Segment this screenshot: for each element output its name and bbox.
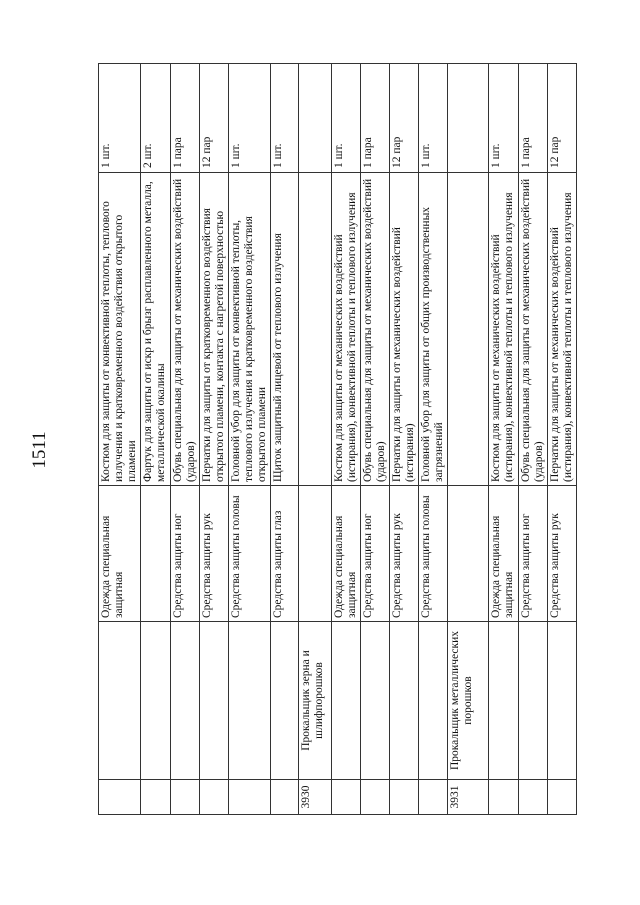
cell-number xyxy=(390,780,419,815)
cell-item: Обувь специальная для защиты от механических воздействий (ударов) xyxy=(519,173,548,486)
table-row xyxy=(200,64,229,815)
cell-category: Средства защиты рук xyxy=(548,486,577,622)
cell-profession xyxy=(171,622,200,780)
cell-profession: Прокальщик металлических порошков xyxy=(448,622,489,780)
cell-profession xyxy=(200,622,229,780)
cell-number xyxy=(99,780,141,815)
cell-category: Средства защиты ног xyxy=(171,486,200,622)
cell-profession xyxy=(489,622,519,780)
table-row xyxy=(229,64,271,815)
cell-number xyxy=(419,780,448,815)
cell-quantity: 1 пара xyxy=(361,64,390,173)
cell-quantity: 1 пара xyxy=(519,64,548,173)
table-row xyxy=(390,64,419,815)
cell-item: Обувь специальная для защиты от механических воздействий (ударов) xyxy=(361,173,390,486)
table-row xyxy=(361,64,390,815)
cell-profession xyxy=(229,622,271,780)
cell-profession xyxy=(390,622,419,780)
cell-item: Костюм для защиты от механических воздействий (истирания), конвективной теплоты и теплового излучения xyxy=(332,173,361,486)
cell-item: Костюм для защиты от конвективной теплоты, теплового излучения и кратковременного воздействия открытого пламени xyxy=(99,173,141,486)
cell-category: Одежда специальная защитная xyxy=(332,486,361,622)
cell-category: Средства защиты головы xyxy=(419,486,448,622)
cell-category: Средства защиты рук xyxy=(390,486,419,622)
table-row xyxy=(99,64,141,815)
cell-number xyxy=(171,780,200,815)
cell-category: Средства защиты ног xyxy=(519,486,548,622)
ppe-norms-table xyxy=(98,63,577,815)
cell-number xyxy=(200,780,229,815)
cell-item: Перчатки для защиты от механических воздействий (истирания) xyxy=(390,173,419,486)
cell-profession xyxy=(99,622,141,780)
table-row xyxy=(489,64,519,815)
cell-category: Средства защиты головы xyxy=(229,486,271,622)
cell-profession xyxy=(361,622,390,780)
cell-quantity: 12 пар xyxy=(548,64,577,173)
cell-profession: Прокальщик зерна и шлифпорошков xyxy=(299,622,332,780)
cell-profession xyxy=(519,622,548,780)
cell-item: Перчатки для защиты от кратковременного воздействия открытого пламени, контакта с нагретой поверхностью xyxy=(200,173,229,486)
table-row xyxy=(548,64,577,815)
cell-quantity: 1 шт. xyxy=(271,64,299,173)
cell-profession xyxy=(419,622,448,780)
cell-profession xyxy=(548,622,577,780)
cell-quantity: 1 шт. xyxy=(229,64,271,173)
cell-number: 3931 xyxy=(448,780,489,815)
cell-category xyxy=(448,486,489,622)
cell-number xyxy=(332,780,361,815)
cell-quantity: 12 пар xyxy=(390,64,419,173)
cell-number: 3930 xyxy=(299,780,332,815)
cell-profession xyxy=(271,622,299,780)
cell-category: Средства защиты рук xyxy=(200,486,229,622)
cell-profession xyxy=(332,622,361,780)
table-row xyxy=(171,64,200,815)
cell-quantity xyxy=(299,64,332,173)
table-row xyxy=(271,64,299,815)
cell-number xyxy=(489,780,519,815)
cell-number xyxy=(229,780,271,815)
cell-category xyxy=(141,486,171,622)
cell-category: Средства защиты ног xyxy=(361,486,390,622)
cell-number xyxy=(361,780,390,815)
table-row xyxy=(332,64,361,815)
cell-category xyxy=(299,486,332,622)
cell-item: Перчатки для защиты от механических воздействий (истирания), конвективной теплоты и теплового излучения xyxy=(548,173,577,486)
ppe-table-container xyxy=(98,64,574,815)
cell-number xyxy=(548,780,577,815)
cell-item: Головной убор для защиты от конвективной теплоты, теплового излучения и кратковременного воздействия открытого пламени xyxy=(229,173,271,486)
cell-quantity: 1 шт. xyxy=(489,64,519,173)
cell-quantity: 1 пара xyxy=(171,64,200,173)
cell-number xyxy=(519,780,548,815)
cell-number xyxy=(271,780,299,815)
cell-item: Обувь специальная для защиты от механических воздействий (ударов) xyxy=(171,173,200,486)
cell-item xyxy=(448,173,489,486)
cell-item: Фартук для защиты от искр и брызг расплавленного металла, металлической окалины xyxy=(141,173,171,486)
cell-item: Щиток защитный лицевой от теплового излучения xyxy=(271,173,299,486)
cell-quantity: 1 шт. xyxy=(332,64,361,173)
cell-item: Головной убор для защиты от общих производственных загрязнений xyxy=(419,173,448,486)
cell-number xyxy=(141,780,171,815)
cell-category: Одежда специальная защитная xyxy=(489,486,519,622)
cell-quantity: 2 шт. xyxy=(141,64,171,173)
table-row xyxy=(519,64,548,815)
table-row xyxy=(419,64,448,815)
cell-profession xyxy=(141,622,171,780)
cell-category: Средства защиты глаз xyxy=(271,486,299,622)
page-number: 1511 xyxy=(29,431,50,469)
cell-quantity: 1 шт. xyxy=(99,64,141,173)
table-row xyxy=(299,64,332,815)
cell-quantity: 1 шт. xyxy=(419,64,448,173)
table-row xyxy=(141,64,171,815)
cell-quantity xyxy=(448,64,489,173)
cell-quantity: 12 пар xyxy=(200,64,229,173)
cell-item xyxy=(299,173,332,486)
table-row xyxy=(448,64,489,815)
cell-item: Костюм для защиты от механических воздействий (истирания), конвективной теплоты и теплового излучения xyxy=(489,173,519,486)
cell-category: Одежда специальная защитная xyxy=(99,486,141,622)
